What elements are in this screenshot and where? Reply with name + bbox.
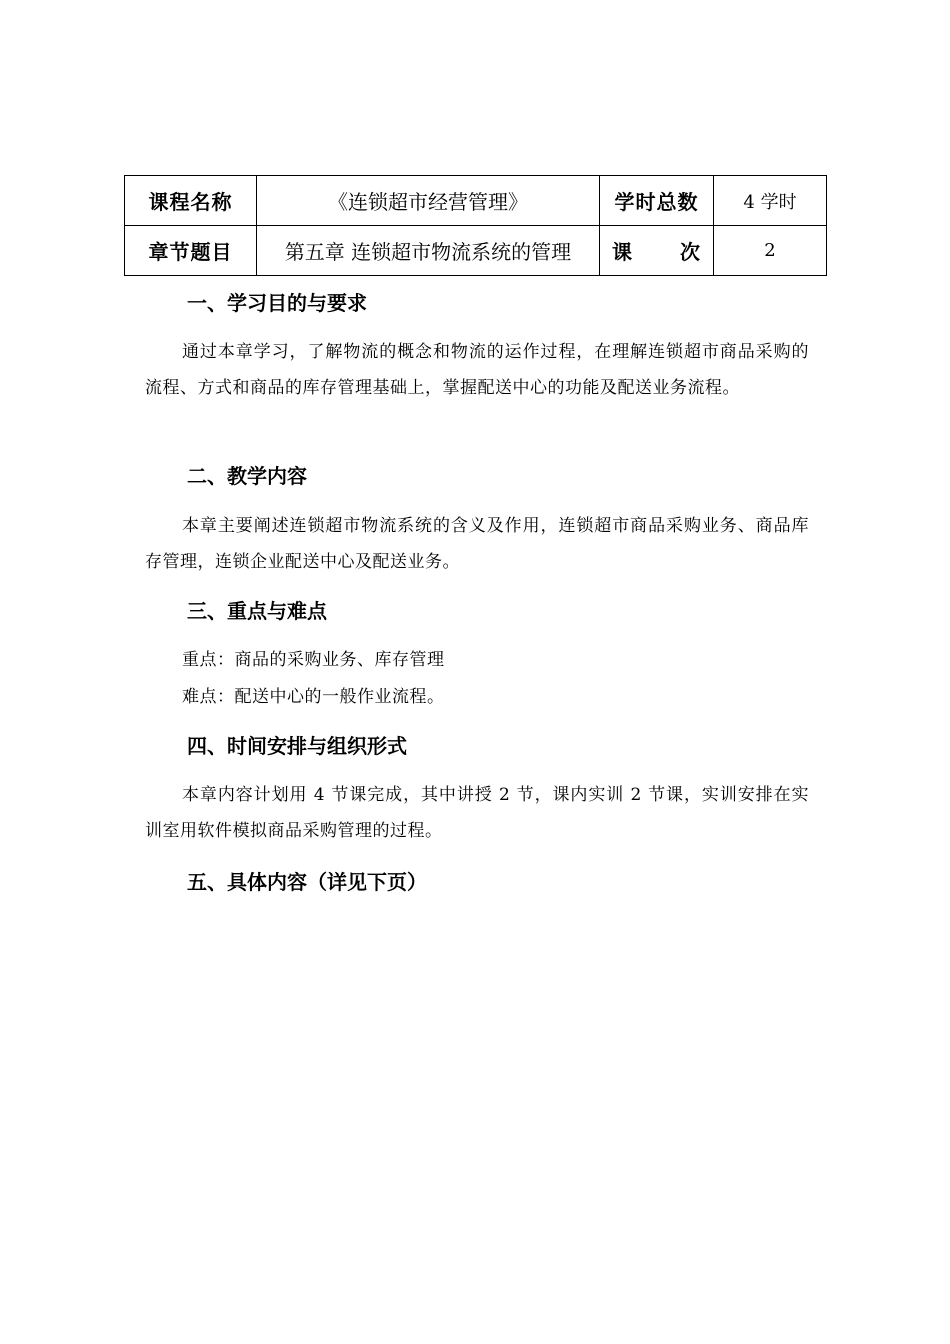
- table-row: [125, 176, 827, 226]
- section-heading-objectives: 一、学习目的与要求: [187, 291, 367, 315]
- total-hours-value: 4 学时: [714, 176, 827, 226]
- section-body-objectives: 通过本章学习，了解物流的概念和物流的运作过程，在理解连锁超市商品采购的流程、方式和商品的库存管理基础上，掌握配送中心的功能及配送业务流程。: [145, 342, 809, 398]
- chapter-value: 第五章 连锁超市物流系统的管理: [257, 226, 600, 276]
- section-heading-key-points: 三、重点与难点: [187, 599, 327, 623]
- table-row: [125, 226, 827, 276]
- section-heading-schedule: 四、时间安排与组织形式: [187, 734, 407, 758]
- key-point-text: 重点：商品的采购业务、库存管理: [182, 650, 445, 670]
- section-heading-content: 二、教学内容: [187, 464, 307, 488]
- section-body-content: 本章主要阐述连锁超市物流系统的含义及作用，连锁超市商品采购业务、商品库存管理，连锁企业配送中心及配送业务。: [145, 516, 809, 572]
- course-info-table: [124, 175, 827, 276]
- course-name-label: 课程名称: [125, 176, 257, 226]
- difficulty-text: 难点：配送中心的一般作业流程。: [182, 687, 445, 707]
- section-heading-details: 五、具体内容（详见下页）: [187, 870, 427, 894]
- lesson-label: 课 次: [600, 226, 714, 276]
- course-name-value: 《连锁超市经营管理》: [257, 176, 600, 226]
- section-body-schedule: 本章内容计划用 4 节课完成，其中讲授 2 节，课内实训 2 节课，实训安排在实训室用软件模拟商品采购管理的过程。: [145, 785, 809, 841]
- total-hours-label: 学时总数: [600, 176, 714, 226]
- lesson-value: 2: [714, 226, 827, 276]
- chapter-label: 章节题目: [125, 226, 257, 276]
